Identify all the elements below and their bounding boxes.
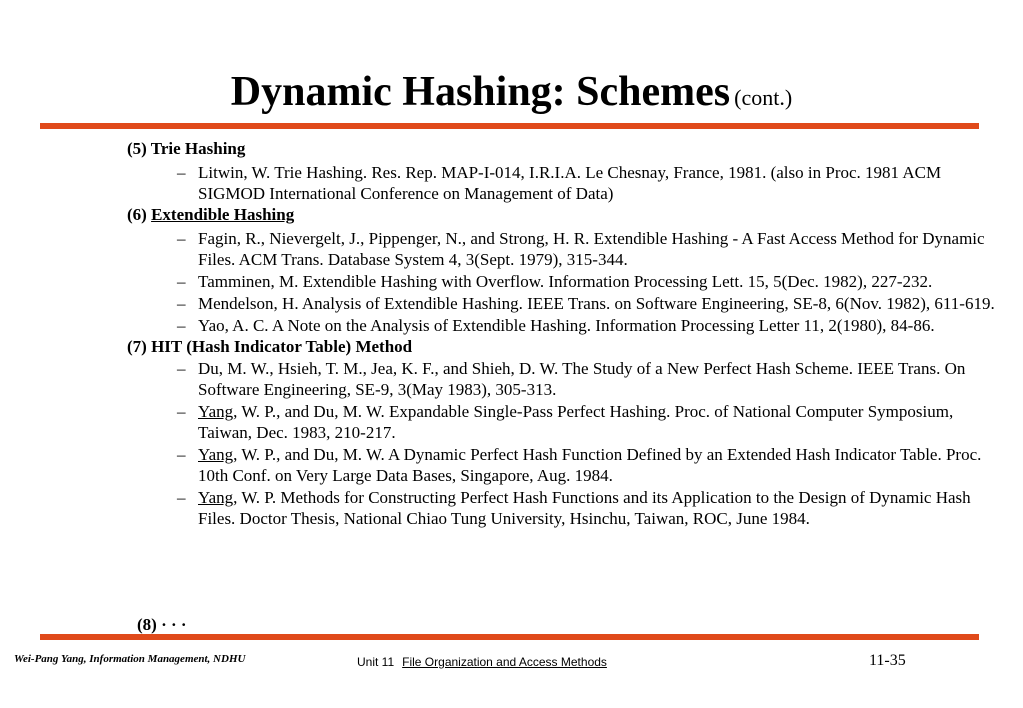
reference-author: Yang [198, 488, 234, 507]
reference-text: , W. P., and Du, M. W. A Dynamic Perfect Hash Function Defined by an Extended Hash Indicator Table. Proc. 10th Conf. on Very Large Data Bases, Singapore, Aug. 1984. [198, 445, 982, 485]
reference-text: , W. P. Methods for Constructing Perfect Hash Functions and its Application to the Design of Dynamic Hash Files. Doctor Thesis, National Chiao Tung University, Hsinchu, Taiwan, ROC, June 1984. [198, 488, 971, 528]
reference-text: , W. P., and Du, M. W. Expandable Single-Pass Perfect Hashing. Proc. of National Computer Symposium, Taiwan, Dec. 1983, 210-217. [198, 402, 954, 442]
reference-list [127, 138, 997, 529]
reference-text: Du, M. W., Hsieh, T. M., Jea, K. F., and Shieh, D. W. The Study of a New Perfect Hash Scheme. IEEE Trans. On Software Engineering, SE-9, 3(May 1983), 305-313. [198, 359, 966, 399]
reference-item [127, 401, 997, 443]
footer-author: Wei-Pang Yang, Information Management, NDHU [14, 653, 246, 665]
dash-bullet: – [177, 163, 186, 182]
dash-bullet: – [177, 488, 186, 507]
dash-bullet: – [177, 229, 186, 248]
more-sections-ellipsis: (8) · · · [137, 615, 187, 634]
reference-text: Litwin, W. Trie Hashing. Res. Rep. MAP-I-014, I.R.I.A. Le Chesnay, France, 1981. (also in Proc. 1981 ACM SIGMOD International Conference on Management of Data) [198, 163, 942, 203]
title-subtitle: (cont.) [734, 85, 793, 110]
course-title: File Organization and Access Methods [402, 655, 607, 669]
reference-author: Yang [198, 445, 234, 464]
dash-bullet: – [177, 402, 186, 421]
reference-text: Fagin, R., Nievergelt, J., Pippenger, N., and Strong, H. R. Extendible Hashing - A Fast Access Method for Dynamic Files. ACM Trans. Database System 4, 3(Sept. 1979), 315-344. [198, 229, 985, 269]
dash-bullet: – [177, 316, 186, 335]
reference-item [127, 444, 997, 486]
bottom-divider [40, 634, 979, 640]
reference-text: Tamminen, M. Extendible Hashing with Overflow. Information Processing Lett. 15, 5(Dec. 1982), 227-232. [198, 272, 933, 291]
section-heading-extendible-hashing [127, 204, 997, 225]
section-number: (6) [127, 205, 152, 224]
dash-bullet: – [177, 445, 186, 464]
dash-bullet: – [177, 272, 186, 291]
reference-item [127, 315, 997, 336]
reference-item [127, 228, 997, 270]
reference-item [127, 293, 997, 314]
slide-title [0, 68, 1023, 116]
reference-author: Yang [198, 402, 234, 421]
reference-item [127, 358, 997, 400]
section-title: Extendible Hashing [151, 205, 295, 224]
section-heading-hit-method: (7) HIT (Hash Indicator Table) Method [127, 337, 413, 356]
reference-text: Yao, A. C. A Note on the Analysis of Extendible Hashing. Information Processing Letter 11, 2(1980), 84-86. [198, 316, 935, 335]
top-divider [40, 123, 979, 129]
dash-bullet: – [177, 359, 186, 378]
title-main: Dynamic Hashing: Schemes [230, 69, 731, 115]
section-heading-trie-hashing: (5) Trie Hashing [127, 139, 246, 158]
reference-text: Mendelson, H. Analysis of Extendible Hashing. IEEE Trans. on Software Engineering, SE-8, 6(Nov. 1982), 611-619. [198, 294, 995, 313]
unit-label: Unit 11 [357, 655, 395, 669]
footer-unit [357, 655, 607, 669]
reference-item [127, 162, 997, 204]
dash-bullet: – [177, 294, 186, 313]
reference-item [127, 487, 997, 529]
page-number: 11-35 [869, 652, 906, 669]
reference-item [127, 271, 997, 292]
